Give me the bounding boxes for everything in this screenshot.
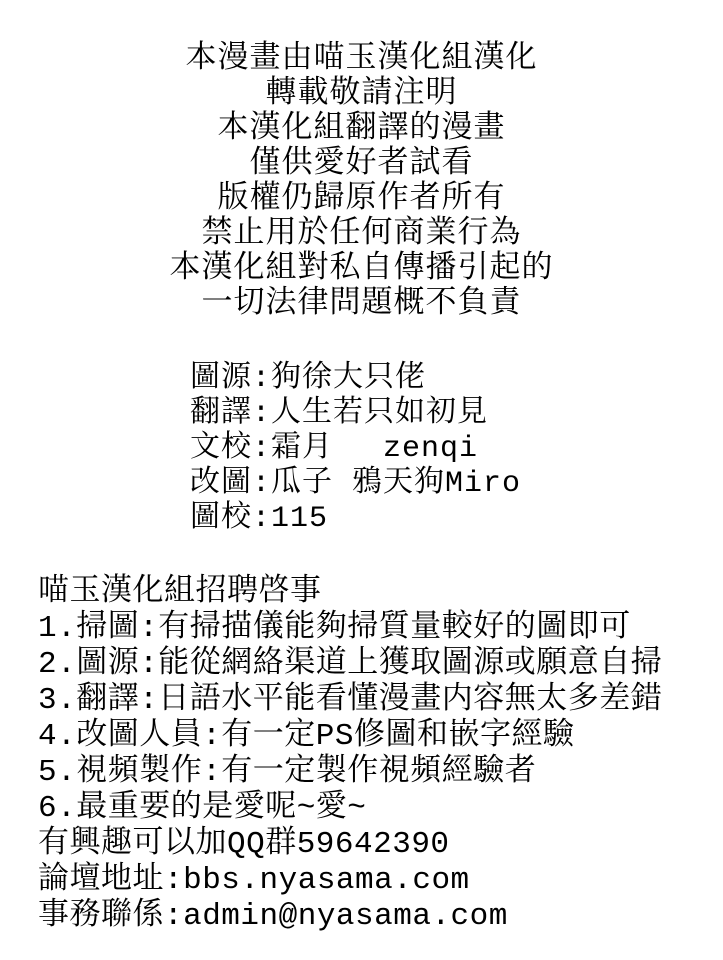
credits-row: [190, 362, 723, 397]
recruitment-item: 6.最重要的是愛呢~愛~: [38, 791, 367, 826]
credit-label: 圖校:: [190, 502, 272, 536]
contact-admin-line: 事務聯係:admin@nyasama.com: [38, 899, 508, 934]
credit-value: 瓜子 鴉天狗Miro: [271, 467, 522, 501]
notice-line: 版權仍歸原作者所有: [217, 182, 506, 217]
notice-line: 本漫畫由喵玉漢化組漢化: [185, 42, 538, 77]
notice-line: 本漢化組對私自傳播引起的: [169, 252, 554, 287]
credits-block: [0, 362, 723, 537]
notice-line: 本漢化組翻譯的漫畫: [217, 112, 506, 147]
contact-qq-line: 有興趣可以加QQ群59642390: [38, 827, 450, 862]
contact-forum-line: 論壇地址:bbs.nyasama.com: [38, 863, 470, 898]
notice-line: 一切法律問題概不負責: [201, 287, 522, 322]
credit-label: 文校:: [190, 432, 272, 466]
credits-row: [190, 432, 723, 467]
credit-value: 115: [271, 502, 329, 536]
notice-block: [0, 42, 723, 322]
notice-line: 禁止用於任何商業行為: [201, 217, 522, 252]
credits-row: [190, 467, 723, 502]
credit-value: 霜月 zenqi: [271, 432, 479, 466]
credit-value: 狗徐大只佬: [271, 362, 427, 396]
recruitment-item: 4.改圖人員:有一定PS修圖和嵌字經驗: [38, 719, 575, 754]
recruitment-item: 5.視頻製作:有一定製作視頻經驗者: [38, 755, 537, 790]
recruitment-item: 2.圖源:能從網絡渠道上獲取圖源或願意自掃: [38, 647, 663, 682]
recruitment-title: 喵玉漢化組招聘啓事: [38, 575, 322, 610]
notice-line: 轉載敬請注明: [265, 77, 458, 112]
recruitment-block: [0, 575, 723, 935]
credit-value: 人生若只如初見: [271, 397, 489, 431]
credit-label: 圖源:: [190, 362, 272, 396]
recruitment-item: 3.翻譯:日語水平能看懂漫畫内容無太多差錯: [38, 683, 663, 718]
credits-row: [190, 397, 723, 432]
credit-label: 改圖:: [190, 467, 272, 501]
credits-row: [190, 502, 723, 537]
notice-line: 僅供愛好者試看: [249, 147, 474, 182]
recruitment-item: 1.掃圖:有掃描儀能夠掃質量較好的圖即可: [38, 611, 631, 646]
credit-label: 翻譯:: [190, 397, 272, 431]
